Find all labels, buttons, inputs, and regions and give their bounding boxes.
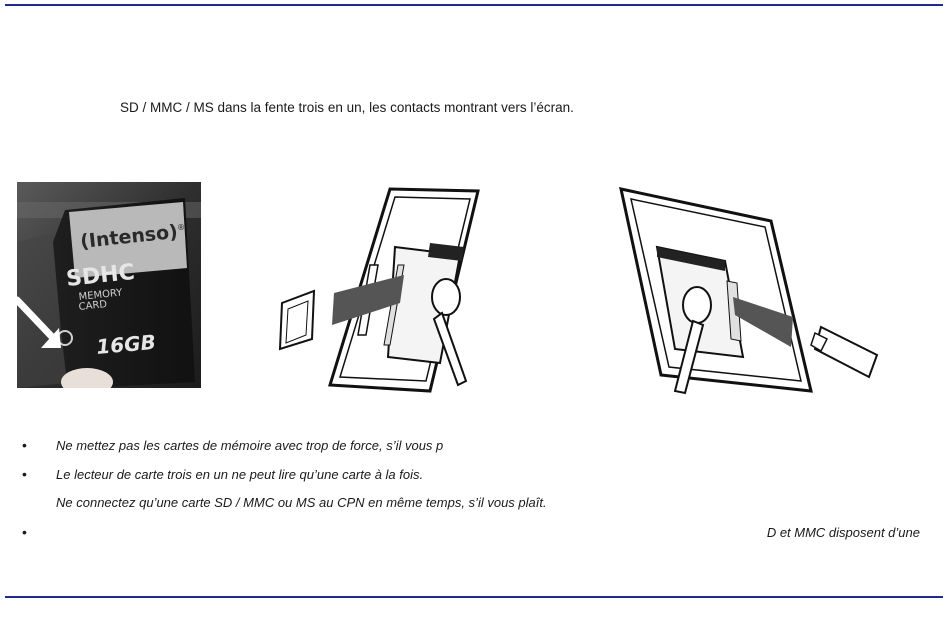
frame-usb-insert-drawing	[615, 185, 880, 397]
bullet-2-continuation: Ne connectez qu’une carte SD / MMC ou MS au CPN en même temps, s’il vous plaît.	[56, 495, 547, 510]
footer-rule	[5, 596, 943, 598]
header-rule	[5, 4, 943, 6]
card-reg: ®	[177, 223, 185, 232]
bullet-3-symbol: •	[22, 524, 27, 540]
card-line1: MEMORY	[78, 287, 123, 303]
card-brand: (Intenso)	[79, 220, 179, 253]
bullet-1-text: Ne mettez pas les cartes de mémoire avec trop de force, s’il vous p	[56, 438, 444, 453]
bullet-2-symbol: •	[22, 466, 27, 482]
card-logo: SDHC	[65, 259, 136, 292]
bullet-2-text: Le lecteur de carte trois en un ne peut lire qu’une carte à la fois.	[56, 467, 424, 482]
frame-sd-insert-drawing	[270, 185, 495, 397]
bullet-3-text: D et MMC disposent d’une	[766, 525, 920, 540]
sd-card-photo	[17, 182, 201, 388]
card-capacity: 16GB	[95, 329, 157, 359]
card-line2: CARD	[78, 299, 108, 313]
bullet-1-symbol: •	[22, 437, 27, 453]
intro-text: SD / MMC / MS dans la fente trois en un, les contacts montrant vers l’écran.	[120, 100, 574, 115]
